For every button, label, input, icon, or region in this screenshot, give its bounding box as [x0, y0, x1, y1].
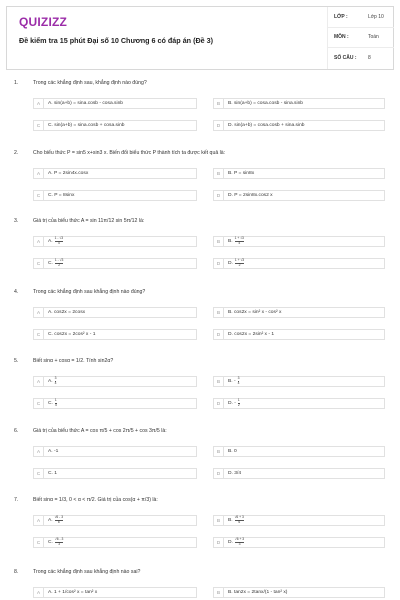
question-number: 2. [14, 150, 19, 156]
answer-option-a[interactable] [33, 236, 197, 247]
option-letter: A [34, 308, 44, 317]
option-fraction [55, 538, 63, 546]
fraction-numerator: 1 + √3 [234, 258, 245, 263]
meta-value-question-count: 8 [368, 55, 371, 62]
answer-option-c[interactable] [33, 258, 197, 269]
answer-option-b[interactable] [213, 236, 385, 247]
option-letter: D [214, 330, 224, 339]
option-letter: A [34, 377, 44, 386]
option-letter: D [214, 538, 224, 547]
option-letter: A [34, 588, 44, 597]
fraction-numerator: 3 [237, 376, 240, 381]
answer-option-b[interactable] [213, 168, 385, 179]
option-text: A. -1 [48, 449, 59, 454]
meta-value-subject: Toán [368, 34, 379, 41]
question-number: 3. [14, 218, 19, 224]
answer-option-d[interactable] [213, 537, 385, 548]
fraction-denominator: 4 [54, 403, 57, 407]
meta-row-question-count [328, 48, 394, 69]
answer-option-b[interactable] [213, 98, 385, 109]
option-fraction [238, 399, 240, 407]
option-letter: C [34, 259, 44, 268]
fraction-numerator: 1 [237, 398, 240, 403]
option-text: C. [48, 540, 53, 545]
option-text: D. cos2x = 2sin² x - 1 [228, 332, 275, 337]
fraction-numerator: √6 - 3 [54, 515, 64, 520]
option-letter: B [214, 377, 224, 386]
option-text: D. [228, 261, 233, 266]
option-letter: B [214, 308, 224, 317]
question-text: Trong các khẳng định sau khẳng định nào đúng? [33, 289, 146, 295]
fraction-denominator: 6 [238, 520, 241, 524]
fraction-denominator: 2 [238, 263, 241, 267]
fraction-denominator: 2 [58, 263, 61, 267]
option-text: C. [48, 401, 53, 406]
fraction-numerator: 1 - √3 [54, 258, 64, 263]
question-text: Biết sinα = 1/3, 0 < α < π/2. Giá trị của cos(α + π/3) là: [33, 497, 158, 503]
option-text: B. - [228, 379, 236, 384]
meta-key-subject: MÔN : [334, 34, 349, 41]
option-letter: B [214, 99, 224, 108]
fraction-numerator: √6 - 3 [54, 537, 64, 542]
fraction-numerator: 1 - √3 [54, 236, 64, 241]
meta-row-subject [328, 28, 394, 49]
answer-option-a[interactable] [33, 515, 197, 526]
fraction-denominator: 6 [57, 520, 60, 524]
meta-row-class [328, 7, 394, 28]
fraction-numerator: √6 + 3 [234, 515, 244, 520]
answer-option-d[interactable] [213, 468, 385, 479]
option-letter: C [34, 330, 44, 339]
option-text: C. [48, 261, 53, 266]
question-text: Trong các khẳng định sau khẳng định nào sai? [33, 569, 141, 575]
question-number: 1. [14, 80, 19, 86]
answer-option-d[interactable] [213, 398, 385, 409]
option-text: A. P = 2sin4x.cosx [48, 171, 89, 176]
option-text: B. 0 [228, 449, 237, 454]
question-text: Giá trị của biểu thức A = cos π/5 + cos 2π/5 + cos 3π/5 là: [33, 428, 167, 434]
option-text: C. 1 [48, 471, 57, 476]
option-text: A. [48, 239, 53, 244]
option-letter: C [34, 399, 44, 408]
fraction-numerator: √6 + 3 [234, 537, 245, 542]
option-letter: A [34, 516, 44, 525]
answer-option-c[interactable] [33, 398, 197, 409]
answer-option-d[interactable] [213, 329, 385, 340]
answer-option-a[interactable] [33, 446, 197, 457]
option-letter: A [34, 99, 44, 108]
question-number: 5. [14, 358, 19, 364]
option-fraction [235, 516, 244, 524]
meta-key-question-count: SỐ CÂU : [334, 55, 357, 62]
option-letter: D [214, 191, 224, 200]
answer-option-b[interactable] [213, 587, 385, 598]
option-fraction [55, 399, 57, 407]
option-letter: B [214, 237, 224, 246]
option-text: B. tan2x = 2tanx/(1 - tan² x) [228, 590, 288, 595]
answer-option-c[interactable] [33, 329, 197, 340]
option-text: A. sin(a+b) = sina.cosb - cosa.sinb [48, 101, 124, 106]
option-fraction [235, 538, 244, 546]
fraction-numerator: 3 [54, 376, 57, 381]
answer-option-a[interactable] [33, 307, 197, 318]
option-letter: B [214, 588, 224, 597]
answer-option-c[interactable] [33, 468, 197, 479]
option-text: D. [228, 540, 233, 545]
option-letter: A [34, 447, 44, 456]
answer-option-c[interactable] [33, 537, 197, 548]
fraction-denominator: 3 [58, 542, 61, 546]
option-letter: A [34, 169, 44, 178]
option-text: D. sin(a+b) = cosa.cosb + sina.sinb [228, 123, 305, 128]
fraction-denominator: 3 [238, 542, 241, 546]
question-text: Trong các khẳng định sau, khẳng định nào đúng? [33, 80, 147, 86]
answer-option-b[interactable] [213, 446, 385, 457]
option-fraction [235, 259, 244, 267]
option-letter: D [214, 259, 224, 268]
option-letter: D [214, 399, 224, 408]
answer-option-a[interactable] [33, 168, 197, 179]
quiz-meta-table [327, 7, 394, 69]
fraction-denominator: 4 [238, 241, 241, 245]
option-fraction [238, 377, 240, 385]
option-letter: D [214, 121, 224, 130]
question-text: Biết sinα + cosα = 1/2. Tính sin2α? [33, 358, 114, 364]
answer-option-a[interactable] [33, 98, 197, 109]
question-number: 8. [14, 569, 19, 575]
fraction-numerator: 1 [54, 398, 57, 403]
fraction-numerator: 1 + √3 [234, 236, 244, 241]
option-letter: C [34, 191, 44, 200]
option-fraction [55, 259, 63, 267]
quizizz-logo: QUIZIZZ [19, 15, 68, 29]
fraction-denominator: 2 [237, 403, 240, 407]
option-letter: B [214, 516, 224, 525]
answer-option-b[interactable] [213, 376, 385, 387]
option-fraction [235, 237, 244, 245]
option-text: B. P = sin8x [228, 171, 255, 176]
option-text: B. cos2x = sin² x - cos² x [228, 310, 282, 315]
option-text: C. sin(a+b) = sina.cosb + cosa.sinb [48, 123, 125, 128]
meta-key-class: LỚP : [334, 13, 348, 20]
option-fraction [55, 516, 63, 524]
fraction-denominator: 4 [57, 241, 60, 245]
fraction-denominator: 4 [237, 381, 240, 385]
option-letter: C [34, 538, 44, 547]
option-text: A. 1 + 1/cos² x = tan² x [48, 590, 98, 595]
option-letter: A [34, 237, 44, 246]
answer-option-b[interactable] [213, 515, 385, 526]
option-fraction [55, 377, 57, 385]
question-number: 4. [14, 289, 19, 295]
option-letter: D [214, 469, 224, 478]
answer-option-d[interactable] [213, 120, 385, 131]
fraction-denominator: 4 [54, 381, 57, 385]
option-letter: B [214, 169, 224, 178]
option-text: D. P = 2sin8x.cos2 x [228, 193, 273, 198]
answer-option-a[interactable] [33, 376, 197, 387]
answer-option-c[interactable] [33, 190, 197, 201]
option-text: D. 3/4 [228, 471, 242, 476]
option-text: B. sin(a+b) = cosa.cosb - sina.sinb [228, 101, 304, 106]
option-letter: C [34, 121, 44, 130]
quiz-title: Đề kiểm tra 15 phút Đại số 10 Chương 6 có đáp án (Đề 3) [19, 36, 214, 45]
question-number: 6. [14, 428, 19, 434]
option-fraction [55, 237, 63, 245]
answer-option-d[interactable] [213, 258, 385, 269]
option-letter: C [34, 469, 44, 478]
option-letter: B [214, 447, 224, 456]
option-text: D. - [228, 401, 236, 406]
question-text: Cho biểu thức P = sin5 x+sin3 x. Biến đổi biểu thức P thành tích ta được kết quả là: [33, 150, 226, 156]
answer-option-b[interactable] [213, 307, 385, 318]
option-text: A. [48, 518, 53, 523]
question-text: Giá trị của biểu thức A = sin 11π/12 sin 5π/12 là: [33, 218, 145, 224]
option-text: B. [228, 239, 233, 244]
answer-option-d[interactable] [213, 190, 385, 201]
meta-value-class: Lớp 10 [368, 13, 384, 20]
quiz-header [6, 6, 394, 70]
option-text: C. P = 8sinx [48, 193, 75, 198]
option-text: A. cos2x = 2cosx [48, 310, 86, 315]
option-text: B. [228, 518, 233, 523]
question-number: 7. [14, 497, 19, 503]
answer-option-c[interactable] [33, 120, 197, 131]
answer-option-a[interactable] [33, 587, 197, 598]
option-text: A. [48, 379, 53, 384]
option-text: C. cos2x = 2cos² x - 1 [48, 332, 96, 337]
